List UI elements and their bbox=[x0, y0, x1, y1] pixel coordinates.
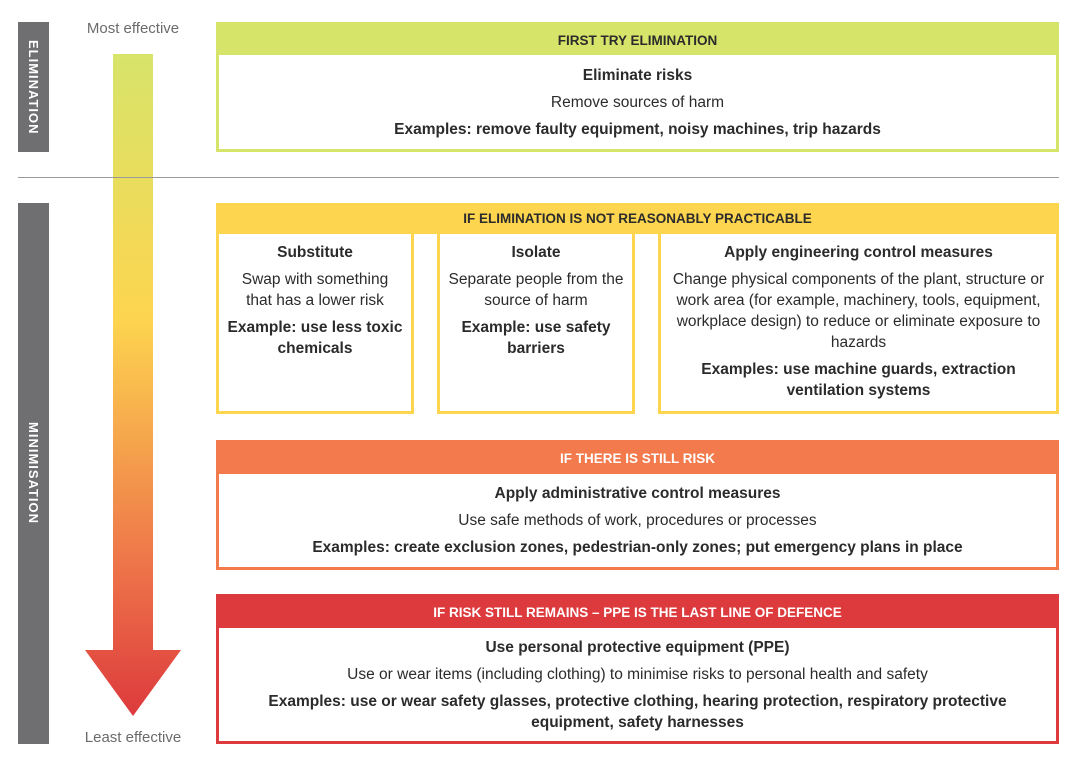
isolate-box bbox=[437, 234, 635, 414]
minimisation-side-bar bbox=[18, 203, 49, 744]
ppe-description: Use or wear items (including clothing) to minimise risks to personal health and safety bbox=[347, 665, 928, 683]
engineering-box bbox=[658, 234, 1059, 414]
isolate-examples: Example: use safety barriers bbox=[461, 319, 611, 357]
effectiveness-arrow-icon bbox=[85, 54, 181, 718]
substitution-header: IF ELIMINATION IS NOT REASONABLY PRACTICABLE bbox=[216, 203, 1059, 234]
engineering-description: Change physical components of the plant, structure or work area (for example, machinery, tools, equipment, workplace design) to reduce or eliminate exposure to hazards bbox=[672, 271, 1045, 351]
engineering-examples: Examples: use machine guards, extraction ventilation systems bbox=[701, 361, 1016, 399]
minimisation-side-label: MINIMISATION bbox=[26, 422, 41, 525]
elimination-title: Eliminate risks bbox=[582, 66, 693, 84]
engineering-title: Apply engineering control measures bbox=[724, 244, 993, 261]
substitute-description: Swap with something that has a lower risk bbox=[241, 271, 389, 309]
elimination-examples: Examples: remove faulty equipment, noisy machines, trip hazards bbox=[394, 120, 881, 138]
elimination-side-label: ELIMINATION bbox=[26, 39, 41, 135]
ppe-title: Use personal protective equipment (PPE) bbox=[485, 638, 790, 656]
isolate-description: Separate people from the source of harm bbox=[448, 271, 624, 309]
elimination-side-bar bbox=[18, 22, 49, 152]
least-effective-label: Least effective bbox=[84, 729, 182, 746]
ppe-box bbox=[216, 594, 1059, 744]
substitute-examples: Example: use less toxic chemicals bbox=[227, 319, 403, 357]
ppe-header: IF RISK STILL REMAINS – PPE IS THE LAST LINE OF DEFENCE bbox=[219, 597, 1056, 628]
ppe-examples: Examples: use or wear safety glasses, protective clothing, hearing protection, respiratory protective equipment, safety harnesses bbox=[268, 692, 1007, 731]
substitute-title: Substitute bbox=[277, 244, 353, 261]
substitute-box bbox=[216, 234, 414, 414]
elimination-header: FIRST TRY ELIMINATION bbox=[219, 25, 1056, 55]
isolate-title: Isolate bbox=[511, 244, 561, 261]
elimination-box bbox=[216, 22, 1059, 152]
administrative-box bbox=[216, 440, 1059, 570]
ppe-body bbox=[219, 628, 1056, 741]
administrative-header: IF THERE IS STILL RISK bbox=[219, 443, 1056, 474]
administrative-description: Use safe methods of work, procedures or processes bbox=[458, 512, 817, 529]
most-effective-label: Most effective bbox=[86, 20, 180, 37]
administrative-examples: Examples: create exclusion zones, pedestrian-only zones; put emergency plans in place bbox=[312, 539, 963, 556]
administrative-body bbox=[219, 474, 1056, 567]
elimination-description: Remove sources of harm bbox=[550, 93, 725, 111]
section-divider bbox=[18, 177, 1059, 178]
administrative-title: Apply administrative control measures bbox=[494, 485, 781, 502]
elimination-body bbox=[219, 55, 1056, 149]
